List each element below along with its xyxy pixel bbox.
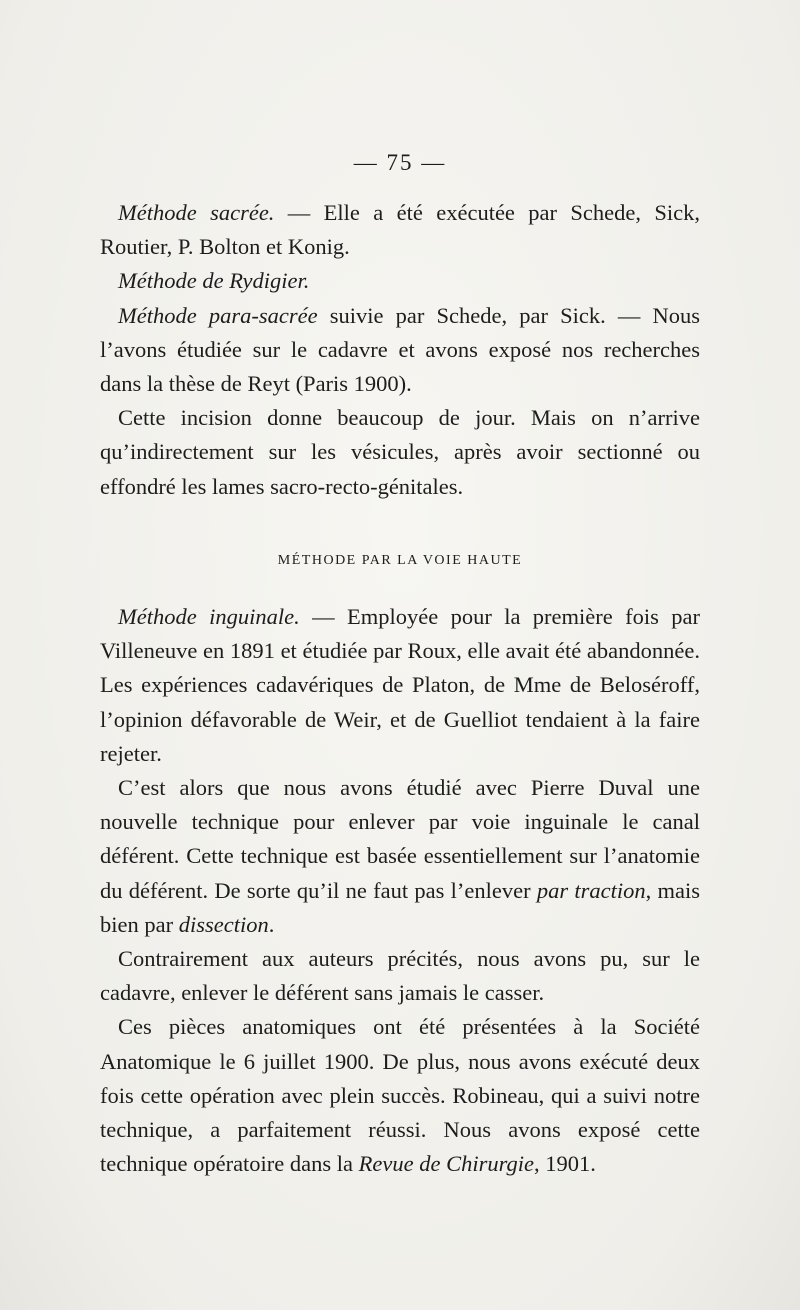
paragraph-contrairement: Contrairement aux auteurs précités, nous avons pu, sur le cadavre, enlever le déférent sans jamais le casser. (100, 946, 700, 1006)
section-heading: MÉTHODE PAR LA VOIE HAUTE (277, 552, 523, 568)
paragraph-methode-inguinale (100, 600, 700, 771)
italic-phrase: dissection (178, 911, 269, 937)
paragraph-text: . (268, 911, 275, 937)
paragraph-text: Ces pièces anatomiques ont été présentées à la Société Anatomique le 6 juillet 1900. De plus, nous avons exécuté deux fois cette opération avec plein succès. Robineau, qui a suivi notre technique, a parfaitement réussi. Nous avons exposé cette technique opératoire dans la (100, 1014, 700, 1177)
paragraph-methode-rydigier (100, 264, 700, 298)
paragraph-pieces-anatomiques (100, 1010, 700, 1181)
page-number: — 75 — (353, 150, 447, 175)
paragraph-italic-title: Méthode inguinale. (118, 604, 300, 630)
paragraph-italic-title: Méthode sacrée. (118, 200, 275, 225)
paragraph-methode-para-sacree (100, 299, 700, 402)
paragraph-text: — Elle a été exécutée par Schede, Sick, Routier, P. Bolton et Konig. (100, 200, 700, 260)
paragraph-text: C’est alors que nous avons étudié avec Pierre Duval une nouvelle technique pour enlever par voie inguinale le canal déférent. Cette technique est basée essentiellement sur l’anatomie du déférent. De sorte qu’il ne faut pas l’enlever (100, 775, 700, 903)
page-body (100, 196, 700, 1181)
paragraph-italic-title: Méthode de Rydigier. (118, 268, 310, 294)
paragraph-text: , 1901. (534, 1151, 596, 1177)
paragraph-methode-sacree (100, 196, 700, 264)
paragraph-text: — Employée pour la première fois par Villeneuve en 1891 et étudiée par Roux, elle avait été abandonnée. Les expériences cadavériques de Platon, de Mme de Beloséroff, l’opinion défavorable de Weir, et de Guelliot tendaient à la faire rejeter. (100, 604, 700, 766)
paragraph-text: Cette incision donne beaucoup de jour. Mais on n’arrive qu’indirectement sur les vésicules, après avoir sectionné ou effondré les lames sacro-recto-génitales. (100, 405, 700, 499)
journal-title: Revue de Chirurgie (358, 1151, 535, 1177)
paragraph-incision (100, 401, 700, 504)
paragraph-duval (100, 771, 700, 942)
paragraph-text: suivie par Schede, par Sick. — Nous l’avons étudiée sur le cadavre et avons exposé nos recherches dans la thèse de Reyt (Paris 1900). (100, 302, 700, 397)
paragraph-italic-title: Méthode para-sacrée (118, 302, 318, 328)
italic-phrase: par traction (536, 877, 646, 903)
paragraph-text: , mais bien par (100, 877, 700, 937)
